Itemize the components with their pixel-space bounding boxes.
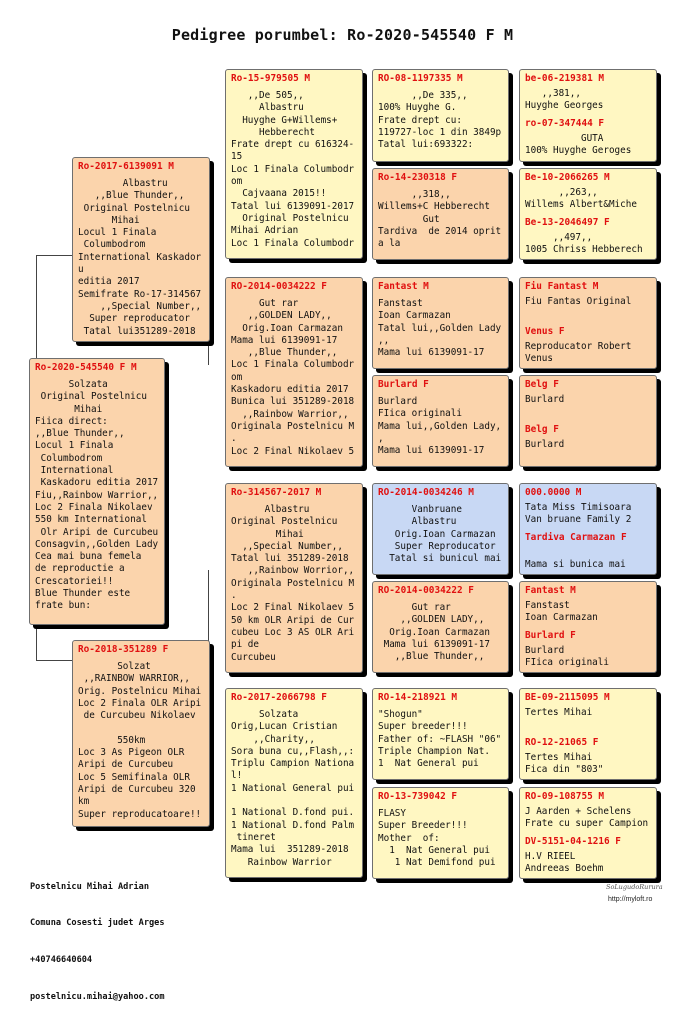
great-grandparent-card[interactable]	[372, 787, 509, 879]
ring-number: Fantast M	[378, 281, 429, 292]
ring-number: Ro-2017-6139091 M	[78, 161, 174, 172]
grandparent-card[interactable]	[225, 277, 363, 467]
pigeon-description: Gut rar ,,GOLDEN LADY,, Orig.Ioan Carmazan Mama lui 6139091-17 ,,Blue Thunder,,	[383, 602, 490, 663]
pigeon-description: Tertes Mihai Fica din "803"	[525, 752, 604, 776]
sire-card[interactable]	[72, 157, 210, 342]
pigeon-description: Albastru ,,Blue Thunder,, Original Postelnicu Mihai Locul 1 Finala Columbodrom International Kaskador u editia 2017 Semifrate Ro-17-314567 ,,Special Number,, Super reproducator Tatal lui351289-2018	[78, 178, 202, 337]
owner-name: Postelnicu Mihai Adrian	[30, 881, 149, 892]
ring-number: RO-2014-0034246 M	[378, 487, 474, 498]
pigeon-description: Burlard FIica originali Mama lui,,Golden Lady, , Mama lui 6139091-17	[378, 396, 502, 457]
ring-number: Ro-15-979505 M	[231, 73, 311, 84]
gggp-card[interactable]	[519, 787, 657, 879]
pigeon-description: ,,De 505,, Albastru Huyghe G+Willems+ Hebberecht Frate drept cu 616324- 15 Loc 1 Finala Columbodr om Cajvaana 2015!! Tatal lui 6139091-2017 Original Postelnicu Mihai Adrian Loc 1 Finala Columbodr	[231, 90, 355, 249]
pigeon-description: ,,381,, Huyghe Georges	[525, 88, 604, 112]
great-grandparent-card[interactable]	[372, 69, 509, 162]
gggp-card[interactable]	[519, 483, 657, 575]
ring-number: RO-2014-0034222 F	[231, 281, 327, 292]
pigeon-description: J Aarden + Schelens Frate cu super Campion	[525, 806, 649, 830]
ring-number: RO-09-108755 M	[525, 791, 605, 802]
pigeon-description: ,,263,, Willems Albert&Miche	[525, 187, 637, 211]
grandparent-card[interactable]	[225, 69, 363, 259]
watermark-url[interactable]: http://myloft.ro	[608, 896, 653, 903]
pigeon-description: ,,De 335,, 100% Huyghe G. Frate drept cu: 119727-loc 1 din 3849p Tatal lui:693322:	[378, 90, 502, 151]
ring-number: Burlard F	[525, 630, 576, 641]
ring-number: ro-07-347444 F	[525, 118, 605, 129]
great-grandparent-card[interactable]	[372, 375, 509, 467]
pigeon-description: Albastru Original Postelnicu Mihai ,,Special Number,, Tatal lui 351289-2018 ,,Rainbow Worrior,, Originala Postelnicu M . Loc 2 Final Nikolaev 5 50 km OLR Aripi de Cur cubeu Loc 3 AS OLR Ari pi de Curcubeu	[231, 504, 355, 663]
ring-number: Ro-2018-351289 F	[78, 644, 169, 655]
gggp-card[interactable]	[519, 168, 657, 260]
ring-number: Fiu Fantast M	[525, 281, 599, 292]
gggp-card[interactable]	[519, 277, 657, 369]
dam-card[interactable]	[72, 640, 210, 827]
great-grandparent-card[interactable]	[372, 277, 509, 369]
pigeon-description: Reproducator Robert Venus	[525, 341, 632, 365]
great-grandparent-card[interactable]	[372, 688, 509, 780]
gggp-card[interactable]	[519, 688, 657, 780]
ring-number: Ro-14-230318 F	[378, 172, 458, 183]
pigeon-description: GUTA 100% Huyghe Geroges	[525, 133, 632, 157]
ring-number: Be-13-2046497 F	[525, 217, 610, 228]
pigeon-description: Tata Miss Timisoara Van bruane Family 2	[525, 502, 632, 526]
pigeon-description: Burlard	[525, 439, 565, 450]
ring-number: Belg F	[525, 424, 559, 435]
ring-number: RO-08-1197335 M	[378, 73, 463, 84]
pigeon-description: Burlard	[525, 394, 565, 405]
ring-number: Venus F	[525, 326, 565, 337]
ring-number: RO-12-21065 F	[525, 737, 599, 748]
owner-address: Comuna Cosesti judet Arges	[30, 918, 165, 929]
owner-phone: +40746640604	[30, 955, 93, 966]
pigeon-description: "Shogun" Super breeder!!! Father of: ~FLASH "06" Triple Champion Nat. 1 Nat General pui	[378, 709, 502, 770]
pigeon-description: Burlard FIica originali	[525, 645, 609, 669]
great-grandparent-card[interactable]	[372, 168, 509, 260]
ring-number: Ro-314567-2017 M	[231, 487, 322, 498]
ring-number: DV-5151-04-1216 F	[525, 836, 621, 847]
pigeon-description: Solzat ,,RAINBOW WARRIOR,, Orig. Postelnicu Mihai Loc 2 Finala OLR Aripi de Curcubeu Nikolaev 550km Loc 3 As Pigeon OLR Aripi de Curcubeu Loc 5 Semifinala OLR Aripi de Curcubeu 320 km Super reproducatoare!!	[78, 661, 202, 820]
pigeon-description: Fanstast Ioan Carmazan	[525, 600, 598, 624]
ring-number: 000.0000 M	[525, 487, 582, 498]
ring-number: Be-10-2066265 M	[525, 172, 610, 183]
grandparent-card[interactable]	[225, 688, 363, 878]
great-grandparent-card[interactable]	[372, 581, 509, 673]
ring-number: Tardiva Carmazan F	[525, 532, 627, 543]
ring-number: Ro-2020-545540 F M	[35, 362, 137, 373]
ring-number: Ro-2017-2066798 F	[231, 692, 327, 703]
ring-number: Fantast M	[525, 585, 576, 596]
pigeon-description: ,,497,, 1005 Chriss Hebberech	[525, 232, 643, 256]
pigeon-description: Solzata Original Postelnicu Mihai Fiica direct: ,,Blue Thunder,, Locul 1 Finala Columbodrom International Kaskadoru editia 2017 Fiu,,Rainbow Warrior,, Loc 2 Finala Nikolaev 550 km International Olr Aripi de Curcubeu Consagvin,,Golden Lady Cea mai buna femela de reproductie a Crescatoriei!! Blue Thunder este frate bun:	[35, 379, 159, 612]
gggp-card[interactable]	[519, 375, 657, 467]
ring-number: be-06-219381 M	[525, 73, 605, 84]
subject-pigeon-card[interactable]	[29, 358, 165, 625]
ring-number: Burlard F	[378, 379, 429, 390]
pigeon-description: H.V RIEEL Andreeas Boehm	[525, 851, 604, 875]
signature-logo: SoLugudoRurura	[606, 883, 663, 891]
ring-number: BE-09-2115095 M	[525, 692, 610, 703]
page-title: Pedigree porumbel: Ro-2020-545540 F M	[171, 26, 514, 44]
pigeon-description: FLASY Super Breeder!!! Mother of: 1 Nat General pui 1 Nat Demifond pui	[378, 808, 496, 869]
ring-number: Belg F	[525, 379, 559, 390]
ring-number: RO-14-218921 M	[378, 692, 458, 703]
pigeon-description: Fiu Fantas Original	[525, 296, 632, 307]
owner-email[interactable]: postelnicu.mihai@yahoo.com	[30, 992, 165, 1003]
gggp-card[interactable]	[519, 581, 657, 673]
connector-line	[36, 660, 72, 661]
grandparent-card[interactable]	[225, 483, 363, 673]
ring-number: RO-13-739042 F	[378, 791, 458, 802]
pigeon-description: Fanstast Ioan Carmazan Tatal lui,,Golden Lady ,, Mama lui 6139091-17	[378, 298, 502, 359]
owner-contact	[30, 856, 165, 1016]
pigeon-description: ,,318,, Willems+C Hebberecht Gut Tardiva de 2014 oprit a la	[378, 189, 502, 250]
great-grandparent-card[interactable]	[372, 483, 509, 575]
connector-line	[36, 255, 72, 256]
pigeon-description: Tertes Mihai	[525, 707, 593, 718]
pigeon-description: Vanbruane Albastru Orig.Ioan Carmazan Super Reproducator Tatal si bunicul mai	[389, 504, 502, 565]
pigeon-description: Solzata Orig,Lucan Cristian ,,Charity,, Sora buna cu,,Flash,,: Triplu Campion Nationa l! 1 National General pui 1 National D.fond pui. 1 National D.fond Palm tineret Mama lui 351289-2018 Rainbow Warrior	[231, 709, 355, 868]
ring-number: RO-2014-0034222 F	[378, 585, 474, 596]
gggp-card[interactable]	[519, 69, 657, 162]
pigeon-description: Mama si bunica mai	[525, 559, 626, 571]
pigeon-description: Gut rar ,,GOLDEN LADY,, Orig.Ioan Carmazan Mama lui 6139091-17 ,,Blue Thunder,, Loc 1 Finala Columbodr om Kaskadoru editia 2017 Bunica lui 351289-2018 ,,Rainbow Warrior,, Originala Postelnicu M . Loc 2 Final Nikolaev 5	[231, 298, 355, 457]
